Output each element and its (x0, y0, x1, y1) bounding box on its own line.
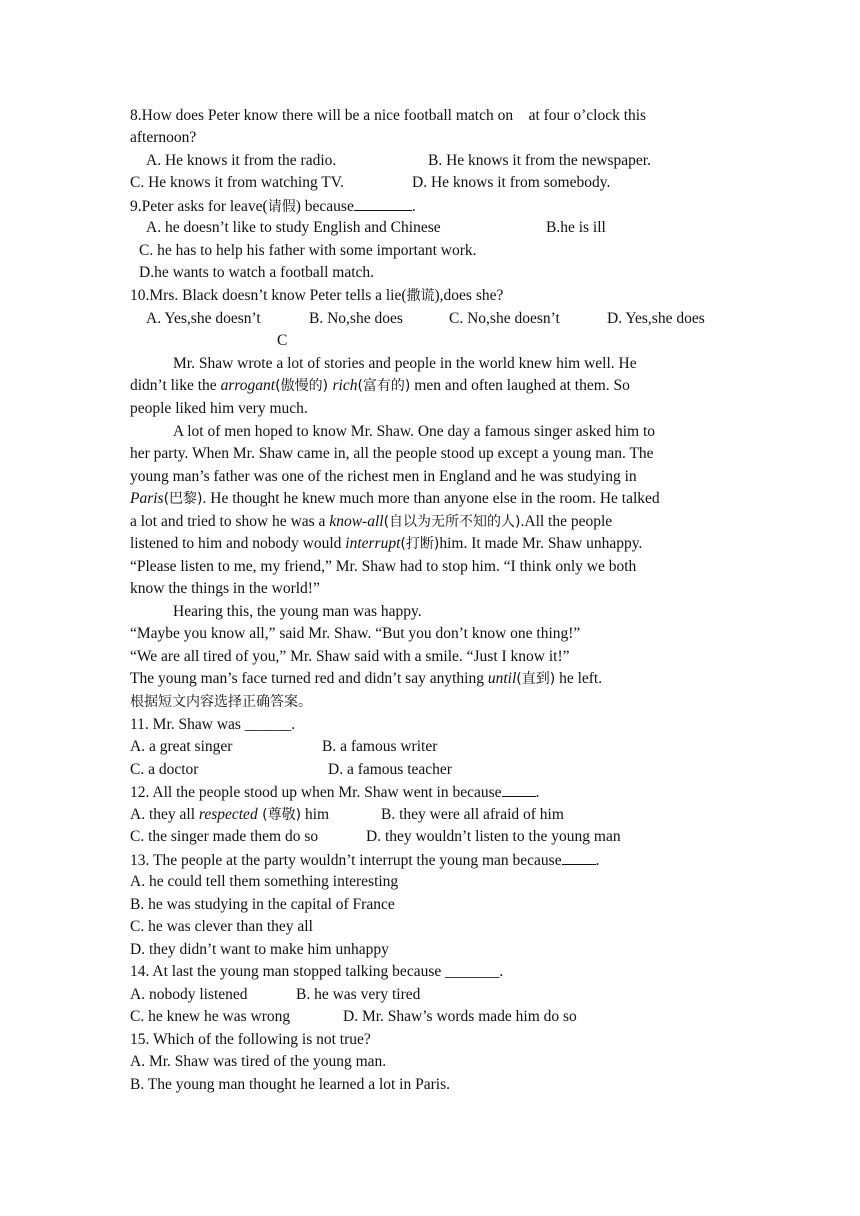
q14-option-c: C. he knew he was wrong (130, 1008, 291, 1025)
answer-blank (502, 782, 536, 797)
q8-stem-line2: afternoon? (130, 129, 197, 146)
q13-option-a: A. he could tell them something interesting (130, 873, 399, 890)
q13-option-b: B. he was studying in the capital of France (130, 896, 395, 913)
answer-blank (354, 196, 412, 211)
q12-option-b: B. they were all afraid of him (381, 806, 564, 823)
passage-p6: The young man’s face turned red and didn’t say anything until(直到) he left. (130, 670, 603, 687)
passage-p3: Hearing this, the young man was happy. (173, 603, 422, 620)
q13-option-c: C. he was clever than they all (130, 918, 313, 935)
q10-option-c: C. No,she doesn’t (449, 310, 560, 327)
q14-option-a: A. nobody listened (130, 986, 248, 1003)
q9-option-a: A. he doesn’t like to study English and Chinese (146, 219, 441, 236)
q14-option-b: B. he was very tired (296, 986, 421, 1003)
q12-stem: 12. All the people stood up when Mr. Shaw went in because . (130, 784, 540, 801)
passage-p5: “We are all tired of you,” Mr. Shaw said with a smile. “Just I know it!” (130, 648, 570, 665)
q11-option-b: B. a famous writer (322, 738, 438, 755)
q14-option-d: D. Mr. Shaw’s words made him do so (343, 1008, 577, 1025)
q12-option-d: D. they wouldn’t listen to the young man (366, 828, 621, 845)
passage-p2-line2: her party. When Mr. Shaw came in, all the people stood up except a young man. The (130, 445, 654, 462)
q8-option-b: B. He knows it from the newspaper. (428, 152, 651, 169)
q15-stem: 15. Which of the following is not true? (130, 1031, 371, 1048)
passage-p2-line6: listened to him and nobody would interrupt(打断)him. It made Mr. Shaw unhappy. (130, 535, 643, 552)
q8-option-c: C. He knows it from watching TV. (130, 174, 344, 191)
q11-stem: 11. Mr. Shaw was ______. (130, 716, 296, 733)
q8-option-a: A. He knows it from the radio. (146, 152, 337, 169)
q12-option-a: A. they all respected (尊敬) him (130, 806, 330, 823)
q10-option-a: A. Yes,she doesn’t (146, 310, 261, 327)
passage-p1-line1: Mr. Shaw wrote a lot of stories and people in the world knew him well. He (173, 355, 637, 372)
q8-option-d: D. He knows it from somebody. (412, 174, 611, 191)
passage-p2-line7: “Please listen to me, my friend,” Mr. Shaw had to stop him. “I think only we both (130, 558, 637, 575)
q12-option-c: C. the singer made them do so (130, 828, 319, 845)
passage-p1-line2: didn’t like the arrogant(傲慢的) rich(富有的) men and often laughed at them. So (130, 377, 630, 394)
passage-p4: “Maybe you know all,” said Mr. Shaw. “But you don’t know one thing!” (130, 625, 581, 642)
q14-stem: 14. At last the young man stopped talking because _______. (130, 963, 504, 980)
q11-option-c: C. a doctor (130, 761, 199, 778)
section-letter: C (277, 332, 288, 349)
q8-stem-line1: 8.How does Peter know there will be a nice football match on at four o’clock this (130, 107, 647, 124)
instruction: 根据短文内容选择正确答案。 (130, 694, 312, 710)
q15-option-a: A. Mr. Shaw was tired of the young man. (130, 1053, 387, 1070)
passage-p2-line5: a lot and tried to show he was a know-all(自以为无所不知的人).All the people (130, 513, 613, 530)
answer-blank (562, 850, 596, 865)
q11-option-d: D. a famous teacher (328, 761, 452, 778)
passage-p1-line3: people liked him very much. (130, 400, 308, 417)
q13-option-d: D. they didn’t want to make him unhappy (130, 941, 389, 958)
q9-stem: 9.Peter asks for leave(请假) because . (130, 198, 416, 215)
q10-option-b: B. No,she does (309, 310, 403, 327)
passage-p2-line8: know the things in the world!” (130, 580, 320, 597)
q11-option-a: A. a great singer (130, 738, 233, 755)
q13-stem: 13. The people at the party wouldn’t interrupt the young man because . (130, 852, 600, 869)
q10-option-d: D. Yes,she does (607, 310, 705, 327)
passage-p2-line4: Paris(巴黎). He thought he knew much more than anyone else in the room. He talked (130, 490, 660, 507)
q10-stem: 10.Mrs. Black doesn’t know Peter tells a lie(撒谎),does she? (130, 287, 504, 304)
q9-option-c: C. he has to help his father with some important work. (139, 242, 477, 259)
passage-p2-line1: A lot of men hoped to know Mr. Shaw. One day a famous singer asked him to (173, 423, 656, 440)
q9-option-d: D.he wants to watch a football match. (139, 264, 375, 281)
q9-option-b: B.he is ill (546, 219, 606, 236)
q15-option-b: B. The young man thought he learned a lot in Paris. (130, 1076, 450, 1093)
passage-p2-line3: young man’s father was one of the richest men in England and he was studying in (130, 468, 637, 485)
